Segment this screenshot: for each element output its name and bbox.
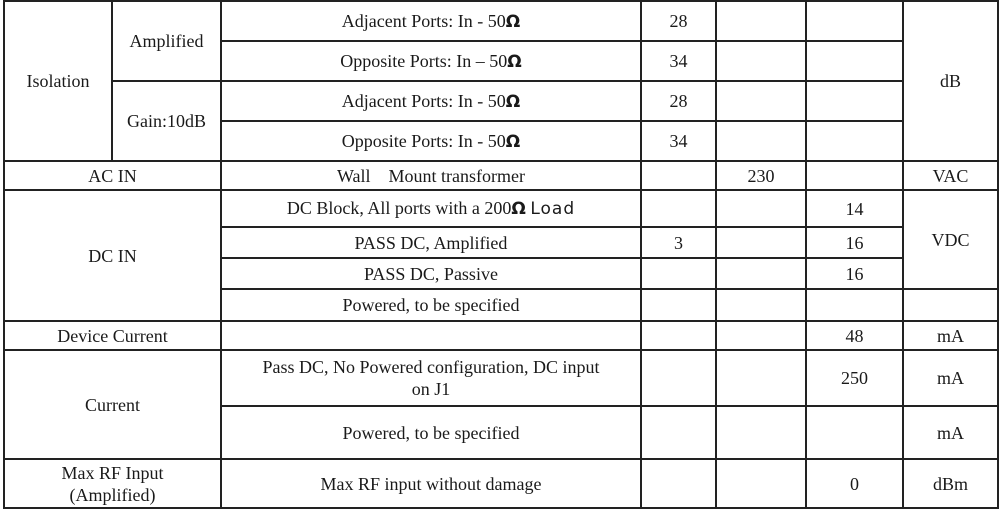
typ-cell	[716, 258, 806, 289]
min-cell	[641, 406, 716, 459]
max-cell: 48	[806, 321, 903, 350]
max-cell	[806, 81, 903, 121]
dc-in-label: DC IN	[4, 190, 221, 321]
max-cell: 250	[806, 350, 903, 406]
min-cell	[641, 190, 716, 227]
ac-in-unit: VAC	[903, 161, 998, 190]
ohm-symbol: Ω	[505, 11, 521, 32]
typ-cell	[716, 321, 806, 350]
current-unit: mA	[903, 350, 998, 406]
device-current-unit: mA	[903, 321, 998, 350]
current-label: Current	[4, 350, 221, 459]
isolation-gain-label: Gain:10dB	[112, 81, 221, 161]
typ-cell	[716, 190, 806, 227]
current-unit: mA	[903, 406, 998, 459]
ac-in-label: AC IN	[4, 161, 221, 190]
max-cell	[806, 289, 903, 321]
typ-cell	[716, 459, 806, 508]
max-cell: 16	[806, 227, 903, 258]
condition-cell	[221, 321, 641, 350]
condition-cell: Opposite Ports: In - 50Ω	[221, 121, 641, 161]
condition-cell: Powered, to be specified	[221, 406, 641, 459]
typ-cell	[716, 81, 806, 121]
spec-table	[3, 0, 999, 509]
max-cell: 14	[806, 190, 903, 227]
condition-cell: Adjacent Ports: In - 50Ω	[221, 1, 641, 41]
min-cell	[641, 161, 716, 190]
max-cell: 16	[806, 258, 903, 289]
min-cell: 34	[641, 121, 716, 161]
max-cell	[806, 161, 903, 190]
max-cell	[806, 41, 903, 81]
typ-cell	[716, 406, 806, 459]
typ-cell	[716, 350, 806, 406]
typ-cell	[716, 1, 806, 41]
max-cell	[806, 1, 903, 41]
typ-cell	[716, 41, 806, 81]
table-row	[4, 161, 998, 190]
condition-cell: DC Block, All ports with a 200Ω Load	[221, 190, 641, 227]
table-row	[4, 459, 998, 508]
min-cell	[641, 350, 716, 406]
max-cell	[806, 121, 903, 161]
max-cell	[806, 406, 903, 459]
table-row	[4, 350, 998, 406]
isolation-amplified-label: Amplified	[112, 1, 221, 81]
max-rf-unit: dBm	[903, 459, 998, 508]
condition-cell: PASS DC, Amplified	[221, 227, 641, 258]
min-cell	[641, 258, 716, 289]
isolation-unit: dB	[903, 1, 998, 161]
ohm-symbol: Ω	[511, 199, 526, 219]
condition-cell: Powered, to be specified	[221, 289, 641, 321]
min-cell: 28	[641, 1, 716, 41]
ohm-symbol: Ω	[505, 131, 521, 152]
isolation-label: Isolation	[4, 1, 112, 161]
condition-cell: Max RF input without damage	[221, 459, 641, 508]
condition-cell: Wall Mount transformer	[221, 161, 641, 190]
typ-cell	[716, 227, 806, 258]
typ-cell: 230	[716, 161, 806, 190]
min-cell: 34	[641, 41, 716, 81]
typ-cell	[716, 289, 806, 321]
condition-cell: Pass DC, No Powered configuration, DC input on J1	[221, 350, 641, 406]
condition-cell: Opposite Ports: In – 50Ω	[221, 41, 641, 81]
min-cell	[641, 459, 716, 508]
table-row	[4, 81, 998, 121]
min-cell	[641, 321, 716, 350]
device-current-label: Device Current	[4, 321, 221, 350]
ohm-symbol: Ω	[505, 91, 521, 112]
max-cell: 0	[806, 459, 903, 508]
min-cell: 3	[641, 227, 716, 258]
max-rf-label: Max RF Input (Amplified)	[4, 459, 221, 508]
table-row	[4, 1, 998, 41]
condition-cell: Adjacent Ports: In - 50Ω	[221, 81, 641, 121]
ohm-symbol: Ω	[507, 51, 522, 72]
table-row	[4, 190, 998, 227]
unit-cell	[903, 289, 998, 321]
condition-cell: PASS DC, Passive	[221, 258, 641, 289]
table-row	[4, 321, 998, 350]
min-cell: 28	[641, 81, 716, 121]
dc-in-unit: VDC	[903, 190, 998, 289]
min-cell	[641, 289, 716, 321]
typ-cell	[716, 121, 806, 161]
